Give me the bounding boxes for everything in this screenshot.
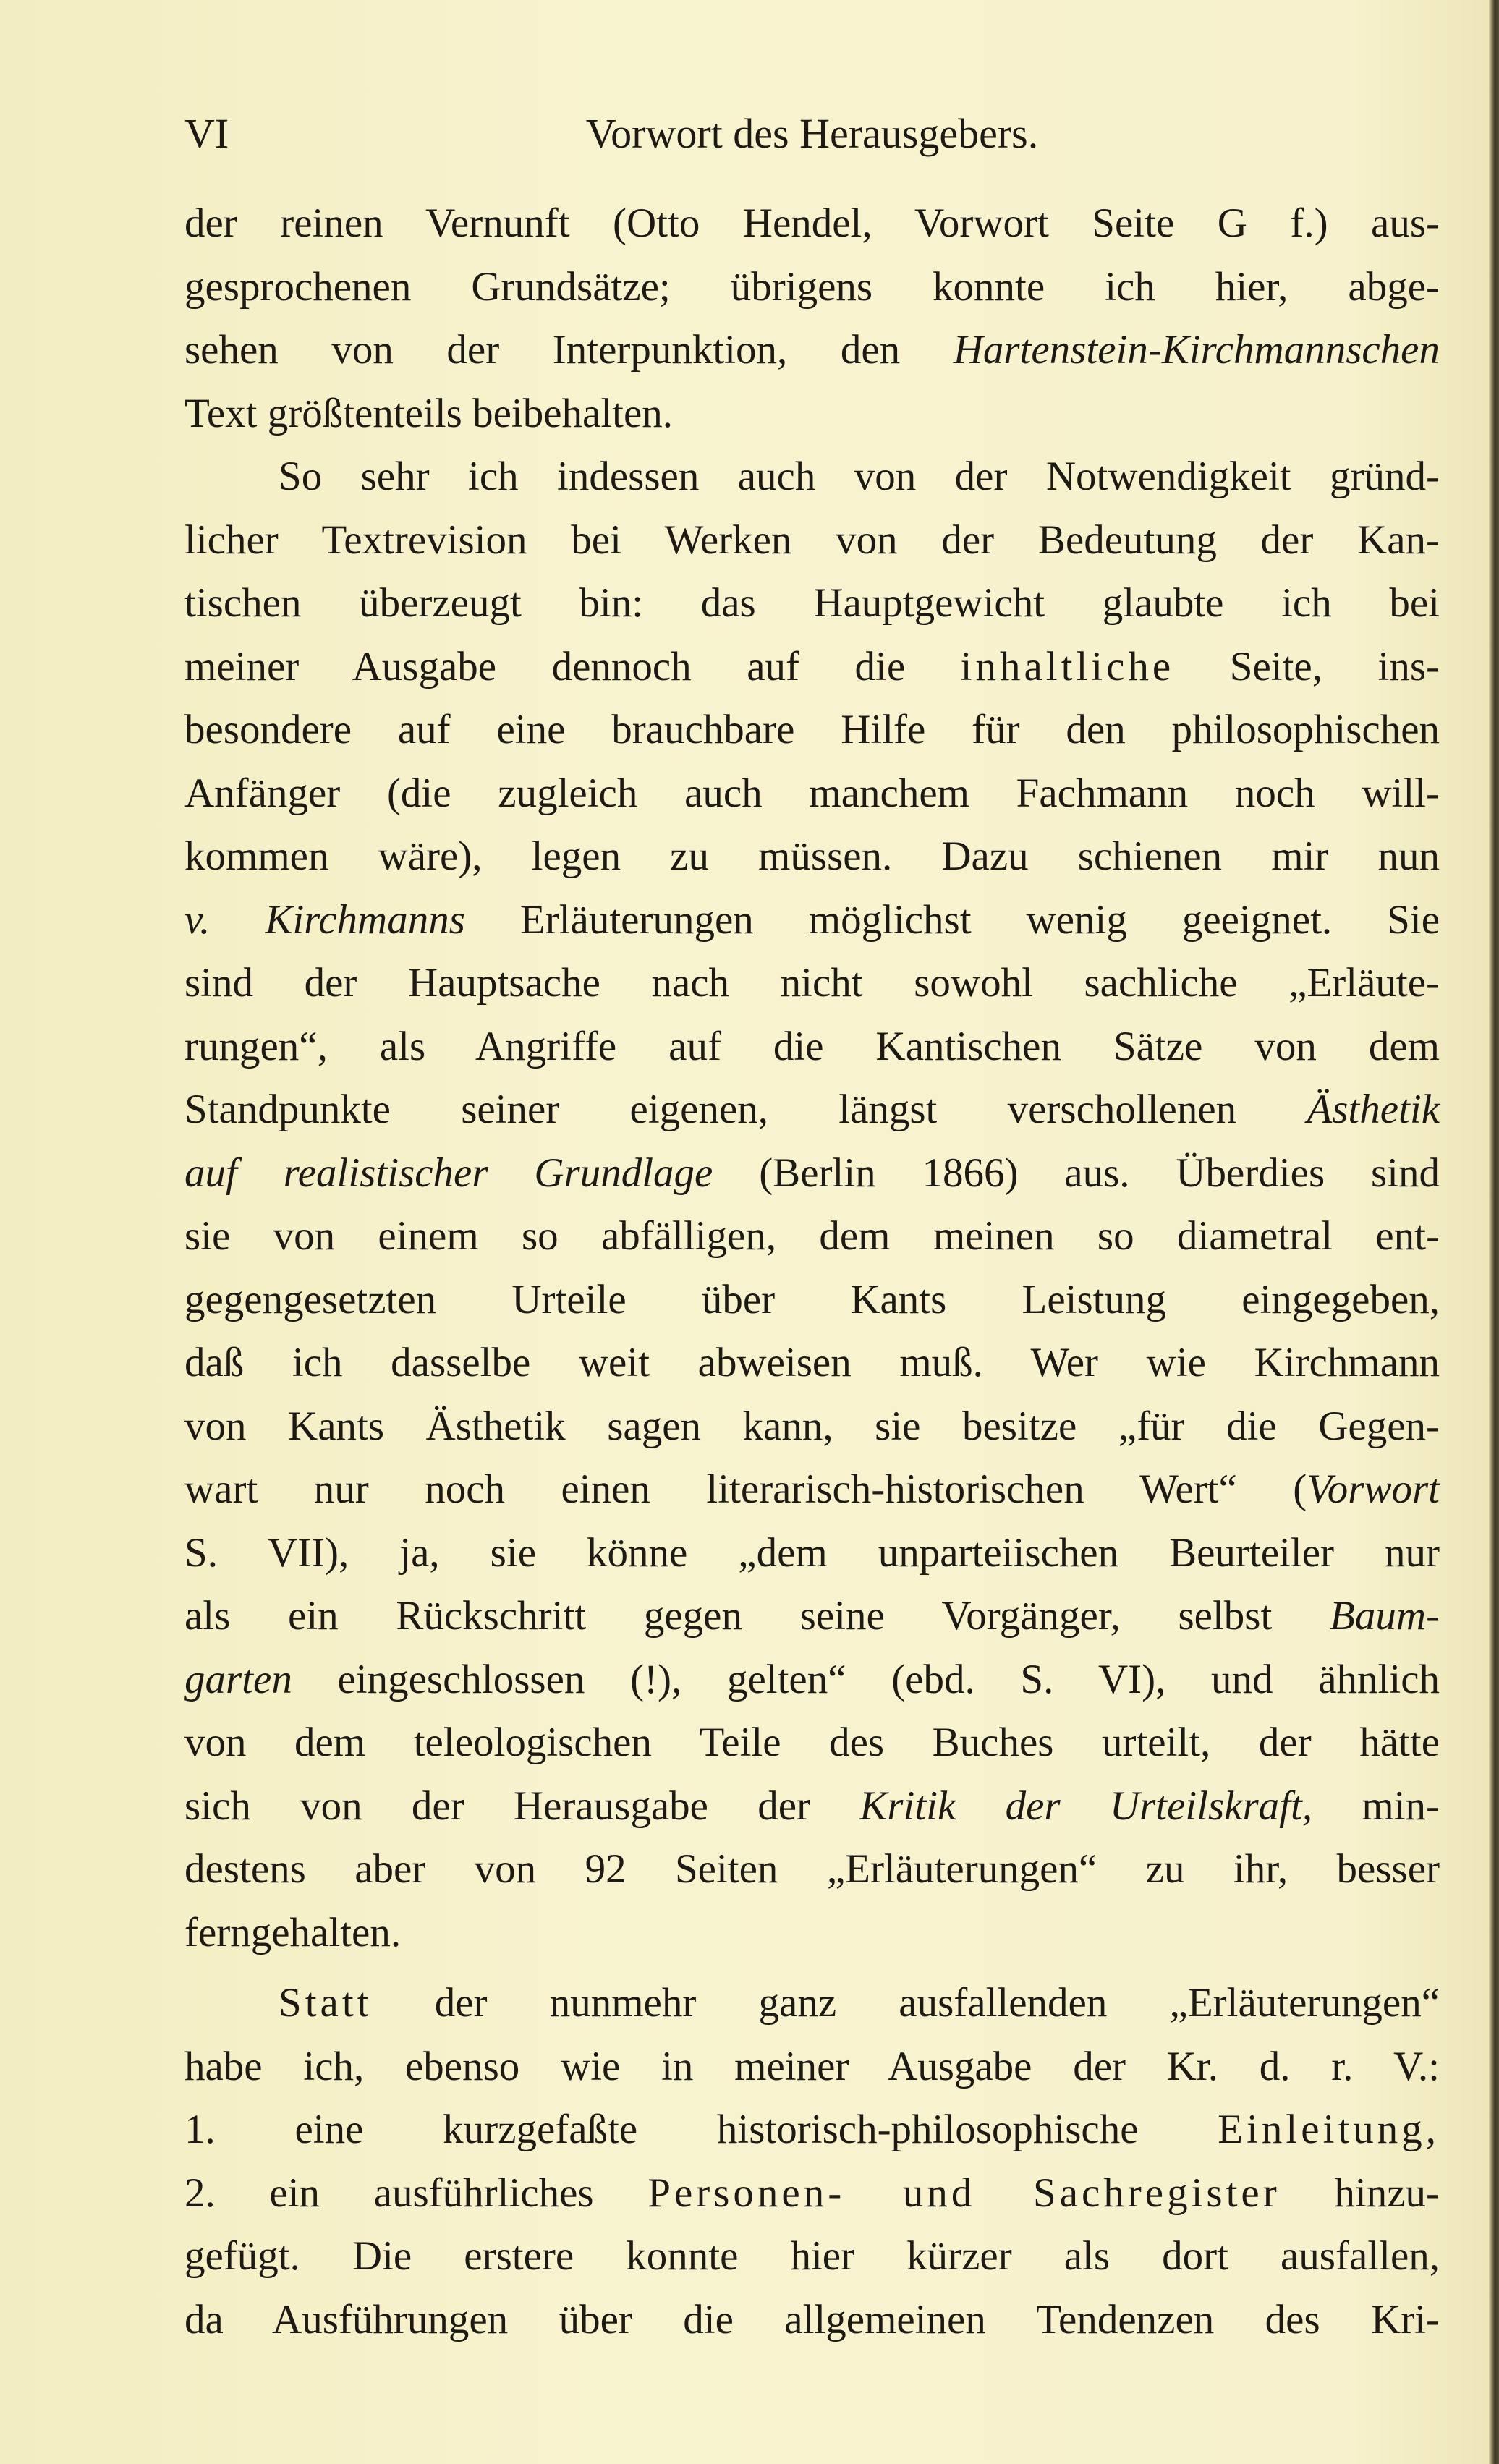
text-line xyxy=(184,445,1440,509)
text-segment: sie von einem so abfälligen, dem meinen so diametral ent- xyxy=(184,1213,1440,1259)
text-segment: daß ich dasselbe weit abweisen muß. Wer wie Kirchmann xyxy=(184,1340,1440,1385)
italic-text: Hartenstein-Kirchmannschen xyxy=(953,327,1440,373)
text-line xyxy=(184,1584,1440,1648)
text-segment: 1. eine kurzgefaßte historisch-philosophische xyxy=(184,2107,1218,2152)
text-line xyxy=(184,698,1440,762)
text-segment: ferngehalten. xyxy=(184,1909,402,1955)
italic-text: Baum- xyxy=(1330,1593,1440,1639)
text-segment: von dem teleologischen Teile des Buches urteilt, der hätte xyxy=(184,1720,1440,1765)
text-line xyxy=(184,318,1440,382)
text-segment: So sehr ich indessen auch von der Notwendigkeit gründ- xyxy=(279,454,1440,499)
text-line xyxy=(184,1838,1440,1901)
italic-text: garten xyxy=(184,1656,292,1702)
text-segment: tischen überzeugt bin: das Hauptgewicht glaubte ich bei xyxy=(184,580,1440,626)
text-segment: sich von der Herausgabe der xyxy=(184,1783,860,1829)
text-line xyxy=(184,1205,1440,1268)
page-number: VI xyxy=(184,110,229,157)
text-line xyxy=(184,762,1440,825)
text-segment: rungen“, als Angriffe auf die Kantischen Sätze von dem xyxy=(184,1023,1440,1069)
text-segment: (Berlin 1866) aus. Überdies sind xyxy=(713,1150,1440,1196)
text-line xyxy=(184,1268,1440,1332)
italic-text: Ästhetik xyxy=(1307,1087,1440,1132)
text-line xyxy=(184,1648,1440,1712)
text-line xyxy=(184,1142,1440,1205)
text-line xyxy=(184,192,1440,255)
text-line xyxy=(184,1395,1440,1458)
page-header xyxy=(184,101,1440,166)
text-segment: kommen wäre), legen zu müssen. Dazu schienen mir nun xyxy=(184,833,1440,879)
text-segment: Text größtenteils beibehalten. xyxy=(184,390,674,436)
text-line xyxy=(184,572,1440,635)
text-segment: wart nur noch einen literarisch-historischen Wert“ ( xyxy=(184,1466,1307,1512)
text-line xyxy=(184,2162,1440,2225)
text-line xyxy=(184,1331,1440,1395)
running-title: Vorwort des Herausgebers. xyxy=(585,110,1039,157)
text-line xyxy=(184,1078,1440,1142)
text-line xyxy=(184,1521,1440,1585)
text-line xyxy=(184,1775,1440,1838)
text-segment: hinzu- xyxy=(1280,2170,1440,2216)
text-segment: Seite, ins- xyxy=(1174,643,1440,689)
text-line xyxy=(184,1015,1440,1079)
text-line xyxy=(184,509,1440,572)
text-line xyxy=(184,1458,1440,1521)
spaced-emphasis-text: Statt xyxy=(279,1980,373,2026)
text-segment: gefügt. Die erstere konnte hier kürzer als dort ausfallen, xyxy=(184,2233,1440,2279)
text-line xyxy=(184,888,1440,952)
text-segment: gegengesetzten Urteile über Kants Leistung eingegeben, xyxy=(184,1276,1440,1322)
text-line xyxy=(184,382,1440,446)
text-segment: destens aber von 92 Seiten „Erläuterungen“ zu ihr, besser xyxy=(184,1846,1440,1892)
italic-text: v. Kirchmanns xyxy=(184,896,465,943)
text-segment: von Kants Ästhetik sagen kann, sie besitze „für die Gegen- xyxy=(184,1403,1440,1449)
text-segment: Anfänger (die zugleich auch manchem Fachmann noch will- xyxy=(184,770,1440,816)
text-segment: 2. ein ausführliches xyxy=(184,2170,648,2216)
italic-text: Vorwort xyxy=(1307,1466,1440,1512)
spaced-emphasis-text: Einleitung, xyxy=(1218,2107,1440,2152)
text-segment: als ein Rückschritt gegen seine Vorgänger, selbst xyxy=(184,1593,1330,1639)
text-segment: Erläuterungen möglichst wenig geeignet. Sie xyxy=(464,896,1440,943)
italic-text: Kritik der Urteilskraft, xyxy=(859,1783,1313,1829)
text-segment: eingeschlossen (!), gelten“ (ebd. S. VI), und ähnlich xyxy=(292,1656,1440,1702)
text-line xyxy=(184,2035,1440,2099)
text-line xyxy=(184,1901,1440,1965)
text-line xyxy=(184,255,1440,319)
text-segment: habe ich, ebenso wie in meiner Ausgabe der Kr. d. r. V.: xyxy=(184,2043,1440,2089)
text-line xyxy=(184,635,1440,699)
body-text xyxy=(184,192,1440,2351)
text-segment: Standpunkte seiner eigenen, längst verschollenen xyxy=(184,1087,1307,1132)
italic-text: auf realistischer Grundlage xyxy=(184,1150,713,1196)
spaced-emphasis-text: inhaltliche xyxy=(960,643,1175,689)
text-segment: meiner Ausgabe dennoch auf die xyxy=(184,643,961,689)
text-line xyxy=(184,1711,1440,1775)
text-segment: gesprochenen Grundsätze; übrigens konnte ich hier, abge- xyxy=(184,263,1440,310)
text-segment: min- xyxy=(1312,1783,1440,1829)
text-line xyxy=(184,2098,1440,2162)
text-line xyxy=(184,2288,1440,2352)
text-line xyxy=(184,2225,1440,2288)
text-line xyxy=(184,825,1440,888)
text-segment: da Ausführungen über die allgemeinen Tendenzen des Kri- xyxy=(184,2296,1440,2342)
text-segment: sind der Hauptsache nach nicht sowohl sachliche „Erläute- xyxy=(184,960,1440,1006)
text-segment: der reinen Vernunft (Otto Hendel, Vorwort Seite G f.) aus- xyxy=(184,200,1440,246)
spaced-emphasis-text: Personen- und Sachregister xyxy=(647,2170,1281,2216)
page-edge-shadow xyxy=(1489,0,1499,2464)
text-segment: der nunmehr ganz ausfallenden „Erläuterungen“ xyxy=(372,1980,1440,2026)
text-segment: sehen von der Interpunktion, den xyxy=(184,327,954,373)
text-line xyxy=(184,1971,1440,2035)
text-segment: besondere auf eine brauchbare Hilfe für den philosophischen xyxy=(184,707,1440,752)
text-line xyxy=(184,951,1440,1015)
text-segment: licher Textrevision bei Werken von der Bedeutung der Kan- xyxy=(184,517,1440,563)
text-segment: S. VII), ja, sie könne „dem unparteiischen Beurteiler nur xyxy=(184,1529,1440,1576)
